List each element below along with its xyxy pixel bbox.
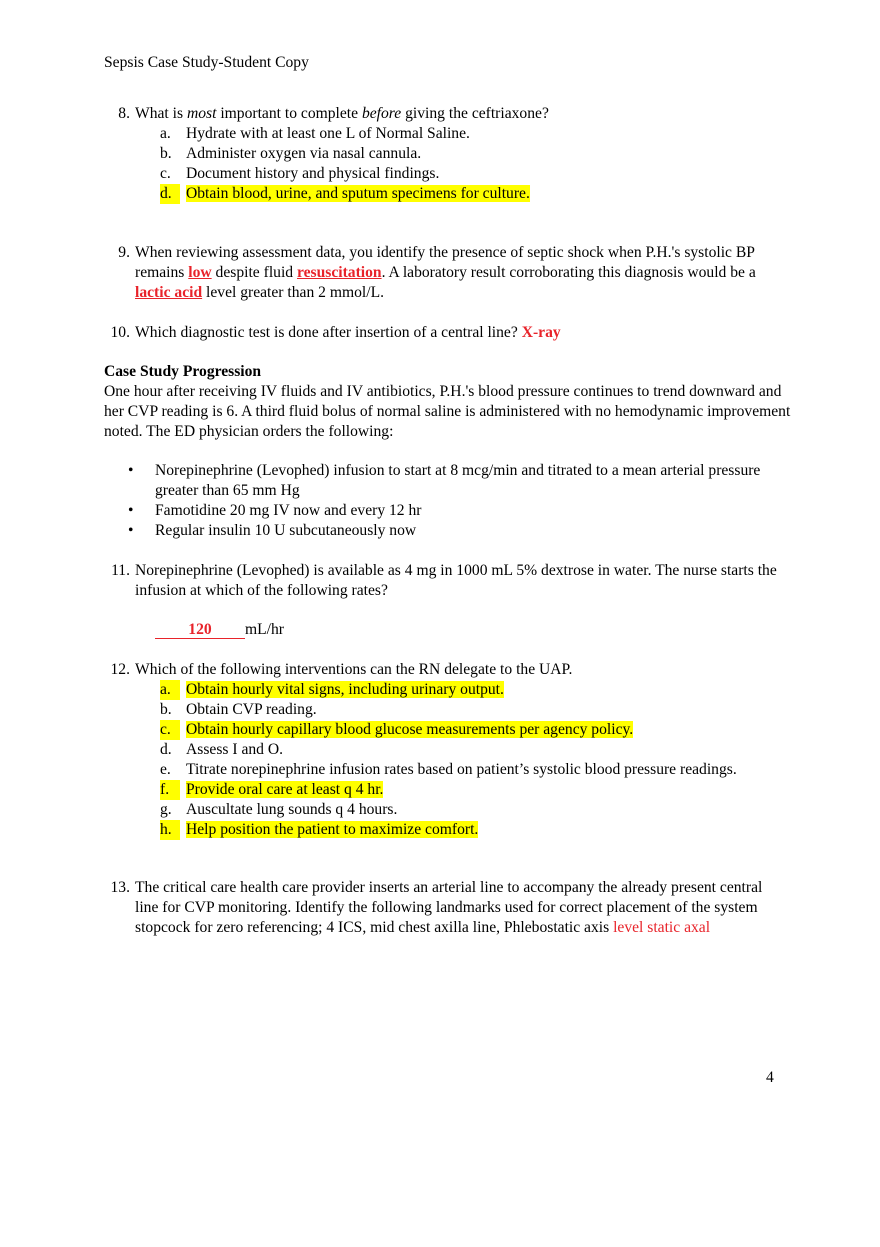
answer-low: low	[188, 264, 212, 281]
answer-line-11	[155, 620, 455, 640]
question-10	[104, 323, 784, 343]
question-8	[104, 104, 784, 204]
question-11	[104, 561, 784, 601]
order-item: • Famotidine 20 mg IV now and every 12 hr	[128, 502, 422, 519]
option-a-highlighted: a. Obtain hourly vital signs, including urinary output.	[160, 681, 504, 698]
question-12	[104, 660, 784, 840]
question-number: 8.	[118, 105, 130, 122]
question-number: 11.	[111, 562, 130, 579]
case-study-progression	[104, 362, 794, 442]
question-number: 10.	[110, 324, 130, 341]
answer-xray: X-ray	[521, 324, 561, 341]
question-text: Which diagnostic test is done after insertion of a central line? X-ray	[135, 324, 561, 341]
option-g: g. Auscultate lung sounds q 4 hours.	[160, 801, 398, 818]
order-item: • Regular insulin 10 U subcutaneously now	[128, 522, 417, 539]
question-number: 9.	[118, 244, 130, 261]
question-13	[104, 878, 784, 938]
progression-paragraph: One hour after receiving IV fluids and IV antibiotics, P.H.'s blood pressure continues to trend downward and her CVP reading is 6. A third fluid bolus of normal saline is administered with no hemodynamic improvement noted. The ED physician orders the following:	[104, 383, 791, 440]
question-number: 12.	[110, 661, 130, 678]
emphasis-before: before	[361, 105, 402, 122]
option-h-highlighted: h. Help position the patient to maximize comfort.	[160, 821, 479, 838]
question-text: The critical care health care provider inserts an arterial line to accompany the already present central line for CVP monitoring. Identify the following landmarks used for correct placement of the system stopcock for zero referencing; 4 ICS, mid chest axilla line, Phlebostatic axis level static axal	[135, 879, 763, 936]
option-c-highlighted: c. Obtain hourly capillary blood glucose measurements per agency policy.	[160, 721, 634, 738]
answer-lactic-acid: lactic acid	[135, 284, 203, 301]
option-c: c. Document history and physical findings.	[160, 165, 440, 182]
section-title: Case Study Progression	[104, 363, 262, 380]
option-d: d. Assess I and O.	[160, 741, 284, 758]
order-item: • Norepinephrine (Levophed) infusion to start at 8 mcg/min and titrated to a mean arterial pressure greater than 65 mm Hg	[128, 462, 761, 499]
answer-resuscitation: resuscitation	[296, 264, 382, 281]
option-f-highlighted: f. Provide oral care at least q 4 hr.	[160, 781, 384, 798]
question-text: Which of the following interventions can the RN delegate to the UAP.	[135, 661, 573, 678]
answer-rate: 120	[155, 621, 245, 639]
option-b: b. Administer oxygen via nasal cannula.	[160, 145, 422, 162]
question-text: When reviewing assessment data, you identify the presence of septic shock when P.H.'s systolic BP remains low despite fluid resuscitation. A laboratory result corroborating this diagnosis would be a lactic acid level greater than 2 mmol/L.	[135, 244, 756, 301]
physician-orders-list	[104, 461, 784, 541]
answer-landmark: level static axal	[613, 919, 711, 936]
option-e: e. Titrate norepinephrine infusion rates based on patient’s systolic blood pressure readings.	[160, 761, 737, 778]
question-text: Norepinephrine (Levophed) is available as 4 mg in 1000 mL 5% dextrose in water. The nurse starts the infusion at which of the following rates?	[135, 562, 777, 599]
question-number: 13.	[110, 879, 130, 896]
page-header: Sepsis Case Study-Student Copy	[104, 54, 309, 71]
question-9	[104, 243, 784, 303]
page-number: 4	[766, 1069, 774, 1086]
option-a: a. Hydrate with at least one L of Normal Saline.	[160, 125, 470, 142]
emphasis-most: most	[186, 105, 217, 122]
option-d-highlighted: d. Obtain blood, urine, and sputum specimens for culture.	[160, 185, 530, 202]
question-text: What is most important to complete before giving the ceftriaxone?	[135, 105, 549, 122]
answer-unit: mL/hr	[245, 621, 284, 638]
option-b: b. Obtain CVP reading.	[160, 701, 317, 718]
highlighted-answer: Obtain blood, urine, and sputum specimens for culture.	[186, 185, 530, 202]
